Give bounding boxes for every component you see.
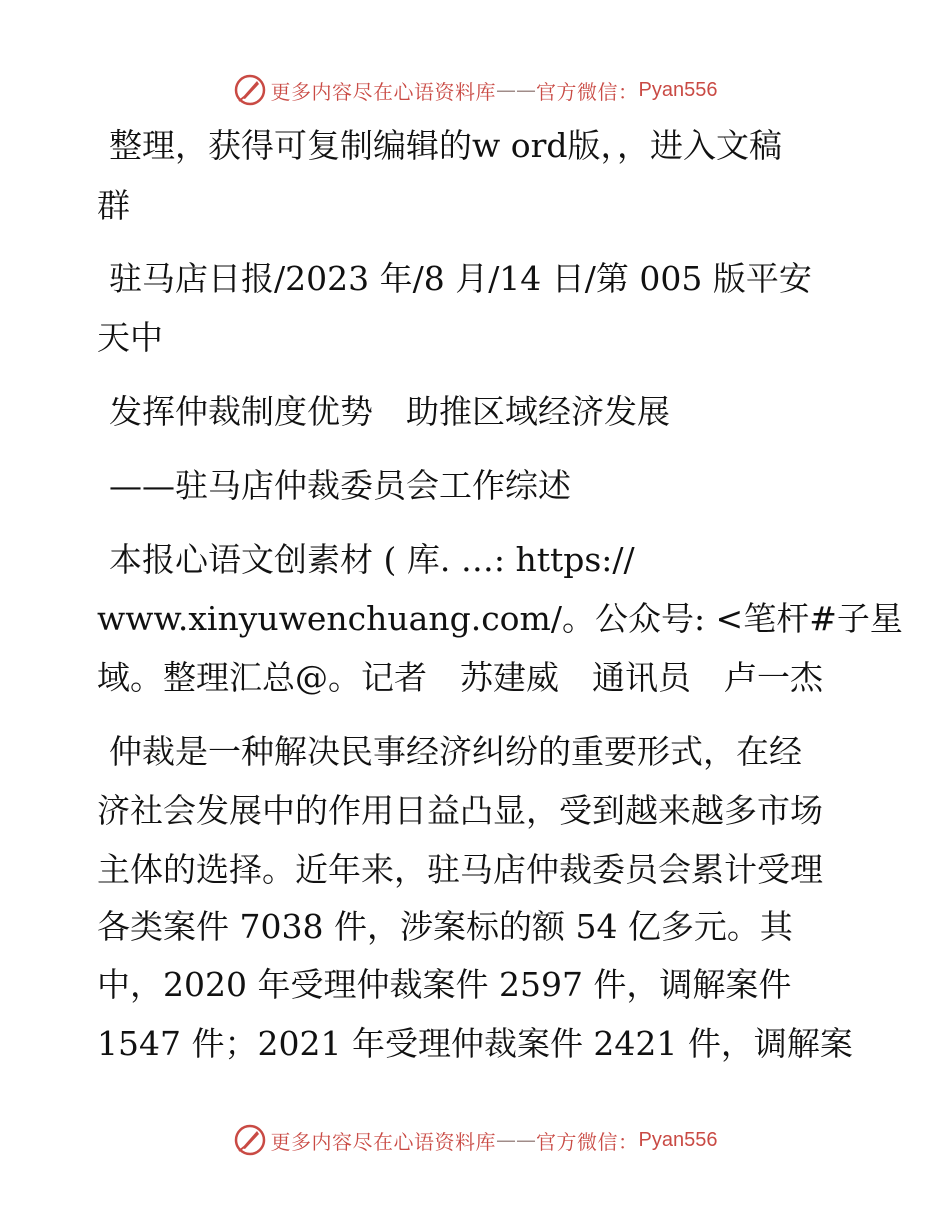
header-site-text: 更多内容尽在心语资料库 xyxy=(270,79,497,104)
article-title: 发挥仲裁制度优势 助推区域经济发展 xyxy=(109,392,670,431)
paragraph-line: 中，2020 年受理仲裁案件 2597 件，调解案件 xyxy=(97,965,792,1004)
text-line: 整理，获得可复制编辑的w ord版，，进入文稿 xyxy=(109,126,783,165)
footer-watermark xyxy=(0,1120,950,1160)
text-line: 驻马店日报/2023 年/8 月/14 日/第 005 版平安 xyxy=(109,259,812,298)
header-wechat-label: 官方微信： xyxy=(536,79,639,104)
text-line: www.xinyuwenchuang.com/。公众号: <笔杆#子星 xyxy=(97,599,903,638)
header-wechat-id: Pyan556 xyxy=(638,78,718,101)
paragraph-line: 主体的选择。近年来，驻马店仲裁委员会累计受理 xyxy=(97,850,823,889)
text-line: 群 xyxy=(97,186,130,225)
quill-logo-icon xyxy=(233,1123,267,1157)
byline: 域。整理汇总@。记者 苏建威 通讯员 卢一杰 xyxy=(97,658,823,697)
text-line: 天中 xyxy=(97,318,163,357)
header-watermark xyxy=(0,70,950,110)
footer-separator: —— xyxy=(496,1128,537,1152)
article-subtitle: ——驻马店仲裁委员会工作综述 xyxy=(109,466,571,505)
text-line: 本报心语文创素材 ( 库. …: https:// xyxy=(109,540,635,579)
footer-wechat-id: Pyan556 xyxy=(638,1128,718,1151)
header-separator: —— xyxy=(496,78,537,102)
paragraph-line: 济社会发展中的作用日益凸显，受到越来越多市场 xyxy=(97,791,823,830)
footer-site-text: 更多内容尽在心语资料库 xyxy=(270,1129,497,1154)
quill-logo-icon xyxy=(233,73,267,107)
paragraph-line: 1547 件；2021 年受理仲裁案件 2421 件，调解案 xyxy=(97,1024,853,1063)
paragraph-line: 仲裁是一种解决民事经济纠纷的重要形式，在经 xyxy=(109,732,802,771)
paragraph-line: 各类案件 7038 件，涉案标的额 54 亿多元。其 xyxy=(97,907,793,946)
footer-wechat-label: 官方微信： xyxy=(536,1129,639,1154)
